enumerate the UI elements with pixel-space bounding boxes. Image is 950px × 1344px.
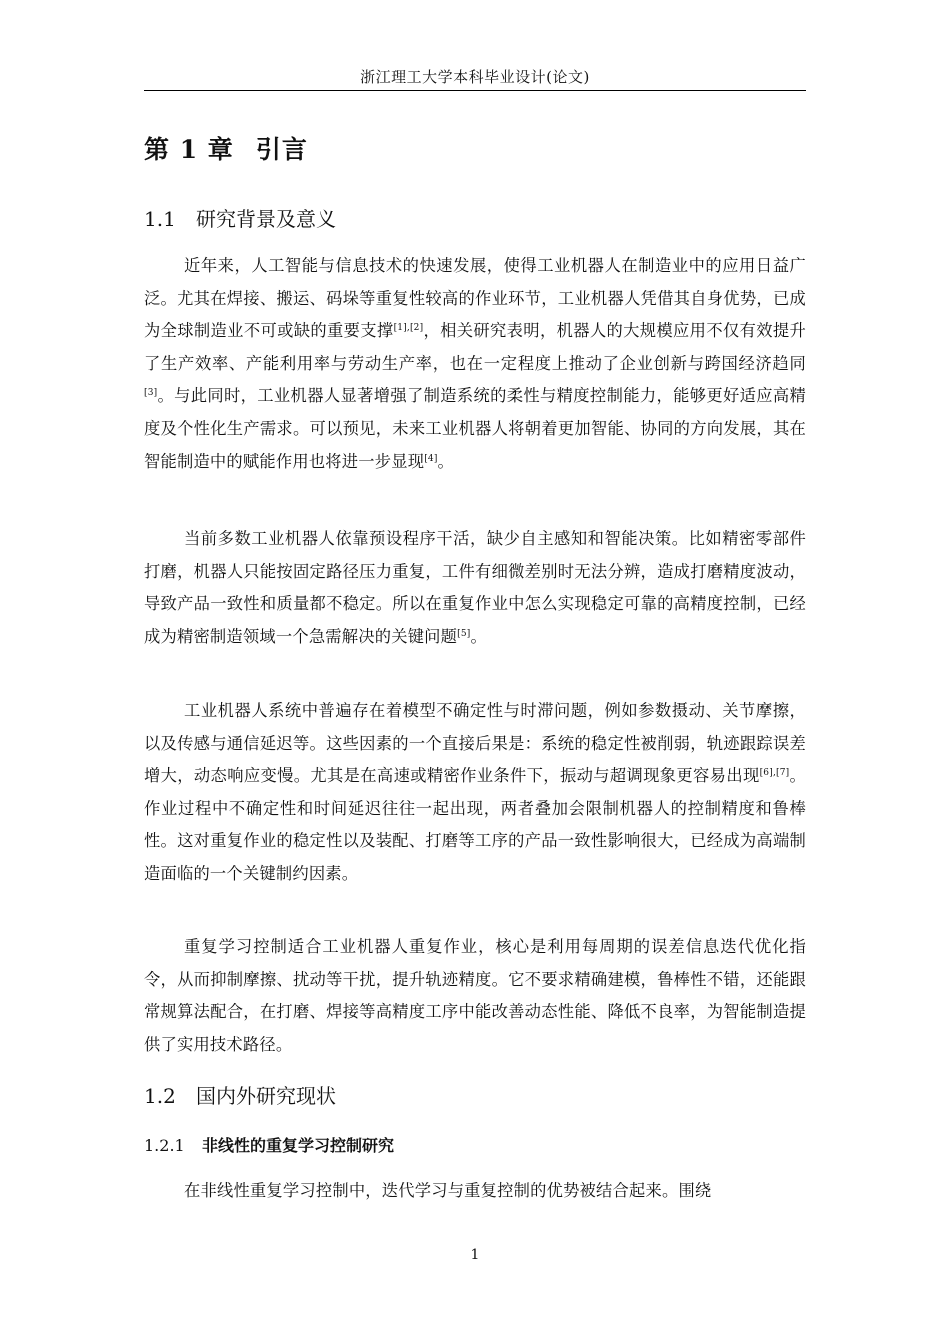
section-number: 1.2 — [144, 1084, 176, 1108]
body-paragraph-5: 在非线性重复学习控制中，迭代学习与重复控制的优势被结合起来。围绕 — [184, 1181, 712, 1200]
citation: [5] — [457, 628, 471, 639]
citation: [4] — [424, 453, 438, 464]
body-paragraph-2: 当前多数工业机器人依靠预设程序干活，缺少自主感知和智能决策。比如精密零部件打磨，机器人只能按固定路径压力重复，工件有细微差别时无法分辨，造成打磨精度波动，导致产品一致性和质量都不稳定。所以在重复作业中怎么实现稳定可靠的高精度控制，已经成为精密制造领域一个急需解决的关键问题[5]。 — [144, 529, 806, 646]
section-name: 研究背景及意义 — [196, 207, 336, 231]
chapter-title — [144, 130, 308, 166]
running-header: 浙江理工大学本科毕业设计(论文) — [360, 68, 590, 86]
section-name: 国内外研究现状 — [196, 1084, 336, 1108]
section-heading-1-2 — [144, 1080, 336, 1109]
page-number: 1 — [470, 1247, 480, 1263]
section-number: 1.1 — [144, 207, 176, 231]
body-paragraph-4: 重复学习控制适合工业机器人重复作业，核心是利用每周期的误差信息迭代优化指令，从而抑制摩擦、扰动等干扰，提升轨迹精度。它不要求精确建模，鲁棒性不错，还能跟常规算法配合，在打磨、焊接等高精度工序中能改善动态性能、降低不良率，为智能制造提供了实用技术路径。 — [144, 937, 806, 1054]
body-paragraph-3: 工业机器人系统中普遍存在着模型不确定性与时滞问题，例如参数摄动、关节摩擦，以及传感与通信延迟等。这些因素的一个直接后果是：系统的稳定性被削弱，轨迹跟踪误差增大，动态响应变慢。尤其是在高速或精密作业条件下，振动与超调现象更容易出现[6],[7]。作业过程中不确定性和时间延迟往往一起出现，两者叠加会限制机器人的控制精度和鲁棒性。这对重复作业的稳定性以及装配、打磨等工序的产品一致性影响很大，已经成为高端制造面临的一个关键制约因素。 — [144, 701, 806, 883]
citation: [1],[2] — [393, 323, 424, 334]
chapter-number: 第 1 章 — [144, 135, 234, 164]
section-heading-1-1 — [144, 203, 336, 232]
subsection-heading-1-2-1 — [144, 1133, 394, 1156]
subsection-number: 1.2.1 — [144, 1136, 185, 1155]
subsection-name: 非线性的重复学习控制研究 — [202, 1136, 395, 1155]
header-divider — [144, 90, 806, 91]
citation: [6],[7] — [759, 768, 790, 779]
citation: [3] — [144, 388, 158, 399]
chapter-name: 引言 — [255, 135, 308, 164]
body-paragraph-1: 近年来，人工智能与信息技术的快速发展，使得工业机器人在制造业中的应用日益广泛。尤其在焊接、搬运、码垛等重复性较高的作业环节，工业机器人凭借其自身优势，已成为全球制造业不可或缺的重要支撑[1],[2]，相关研究表明，机器人的大规模应用不仅有效提升了生产效率、产能利用率与劳动生产率，也在一定程度上推动了企业创新与跨国经济趋同[3]。与此同时，工业机器人显著增强了制造系统的柔性与精度控制能力，能够更好适应高精度及个性化生产需求。可以预见，未来工业机器人将朝着更加智能、协同的方向发展，其在智能制造中的赋能作用也将进一步显现[4]。 — [144, 256, 806, 471]
